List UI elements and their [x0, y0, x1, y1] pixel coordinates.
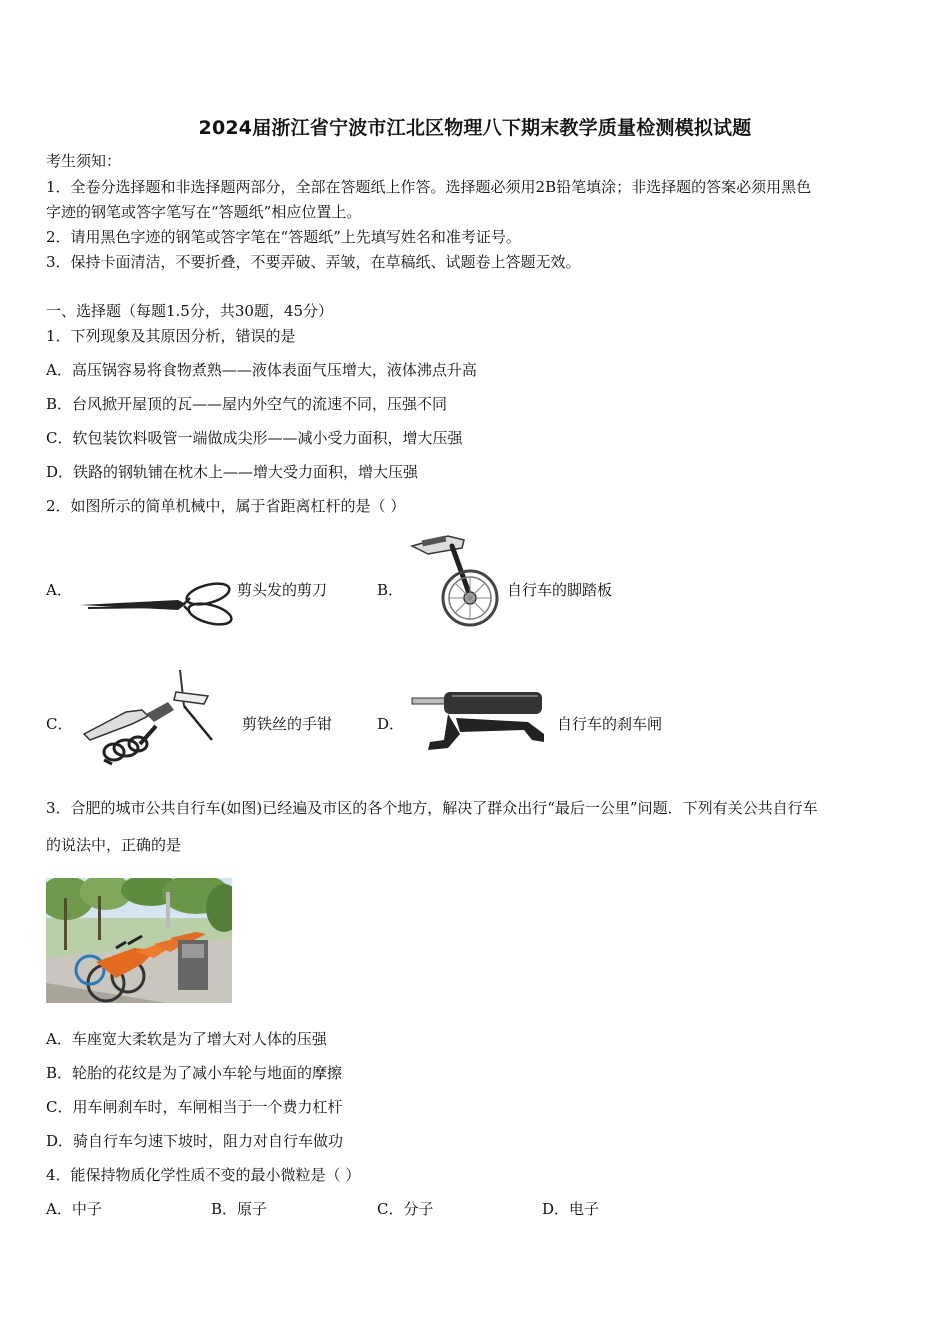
scissors-icon	[78, 580, 238, 630]
notice-item: 字迹的钢笔或答字笔写在“答题纸”相应位置上。	[46, 203, 362, 221]
option-letter: A．	[46, 581, 72, 599]
question-3-option: A．车座宽大柔软是为了增大对人体的压强	[46, 1030, 327, 1048]
question-4-option: D．电子	[542, 1200, 600, 1218]
option-caption: 自行车的刹车闸	[557, 715, 663, 733]
section-heading: 一、选择题（每题1.5分，共30题，45分）	[46, 302, 334, 320]
question-4-option: C．分子	[377, 1200, 434, 1218]
question-3-stem: 3．合肥的城市公共自行车(如图)已经遍及市区的各个地方，解决了群众出行“最后一公里”问题．下列有关公共自行车	[46, 799, 818, 817]
question-3-stem-cont: 的说法中，正确的是	[46, 836, 182, 854]
question-4-option: B．原子	[211, 1200, 268, 1218]
question-3-option: D．骑自行车匀速下坡时，阻力对自行车做功	[46, 1132, 344, 1150]
option-caption: 剪铁丝的手钳	[242, 715, 333, 733]
public-bicycles-photo	[46, 878, 232, 1003]
question-1-stem: 1．下列现象及其原因分析，错误的是	[46, 327, 296, 345]
brake-lever-icon	[408, 688, 550, 758]
notice-item: 2．请用黑色字迹的钢笔或答字笔在“答题纸”上先填写姓名和准考证号。	[46, 228, 521, 246]
question-1-option: D．铁路的钢轨铺在枕木上——增大受力面积，增大压强	[46, 463, 419, 481]
question-4-stem: 4．能保持物质化学性质不变的最小微粒是（ ）	[46, 1166, 361, 1184]
question-1-option: A．高压锅容易将食物煮熟——液体表面气压增大，液体沸点升高	[46, 361, 477, 379]
option-letter: C．	[46, 715, 73, 733]
question-3-option: B．轮胎的花纹是为了减小车轮与地面的摩擦	[46, 1064, 343, 1082]
question-1-option: B．台风掀开屋顶的瓦——屋内外空气的流速不同，压强不同	[46, 395, 448, 413]
exam-title: 2024届浙江省宁波市江北区物理八下期末教学质量检测模拟试题	[198, 117, 752, 139]
question-3-option: C．用车闸刹车时，车闸相当于一个费力杠杆	[46, 1098, 343, 1116]
pliers-icon	[76, 666, 216, 768]
option-caption: 剪头发的剪刀	[237, 581, 328, 599]
question-4-option: A．中子	[46, 1200, 102, 1218]
option-letter: B．	[377, 581, 404, 599]
option-letter: D．	[377, 715, 405, 733]
pedal-icon	[408, 532, 504, 630]
option-caption: 自行车的脚踏板	[507, 581, 613, 599]
question-2-stem: 2．如图所示的简单机械中，属于省距离杠杆的是（ ）	[46, 497, 406, 515]
notice-item: 3．保持卡面清洁，不要折叠，不要弄破、弄皱，在草稿纸、试题卷上答题无效。	[46, 253, 581, 271]
question-1-option: C．软包装饮料吸管一端做成尖形——减小受力面积，增大压强	[46, 429, 463, 447]
notice-heading: 考生须知：	[46, 152, 122, 170]
notice-item: 1．全卷分选择题和非选择题两部分，全部在答题纸上作答。选择题必须用2B铅笔填涂；非选择题的答案必须用黑色	[46, 178, 812, 196]
